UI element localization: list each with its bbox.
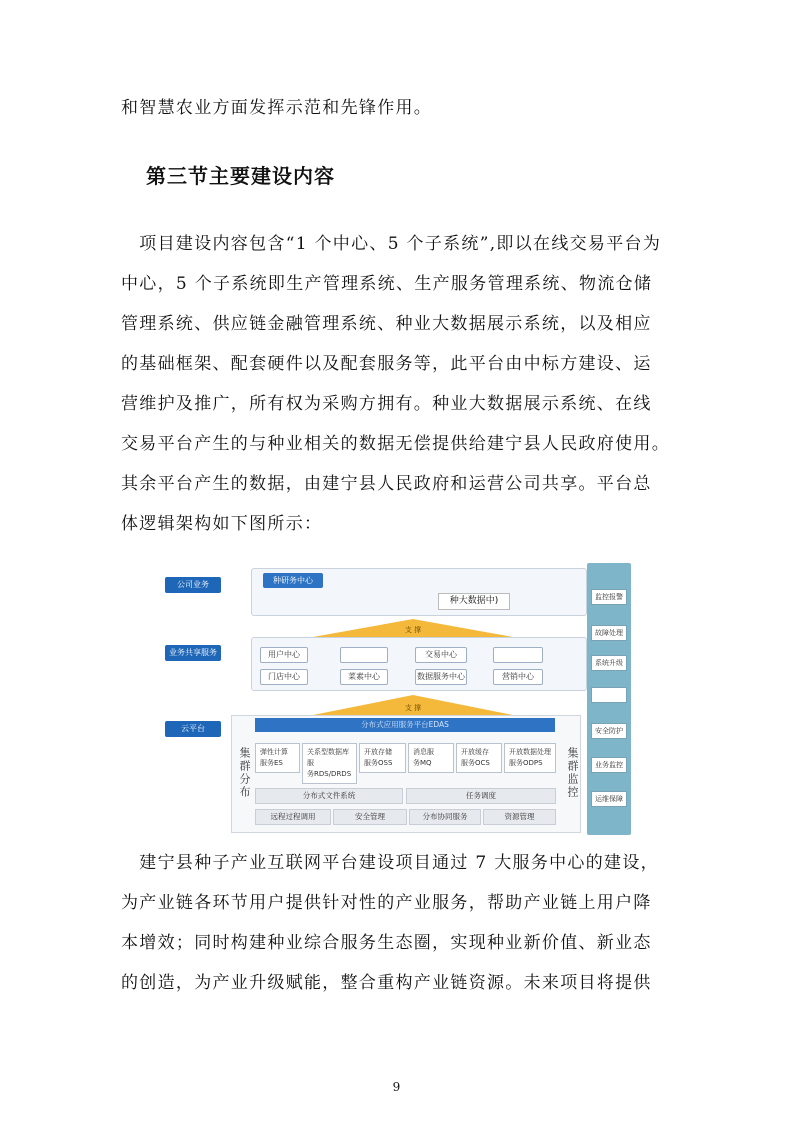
service-line1: 开放数据处理 xyxy=(509,748,551,756)
cluster-monitor-label: 集群监控 xyxy=(566,747,579,799)
tile-seed-research-center: 种研务中心 xyxy=(263,573,323,588)
page-number: 9 xyxy=(392,1080,401,1094)
tile-marketing-center: 营销中心 xyxy=(493,669,543,685)
bar-rpc: 远程过程调用 xyxy=(255,809,331,825)
ops-item-blank xyxy=(591,687,627,703)
support-label: 支 撑 xyxy=(404,626,422,634)
text-line: 为产业链各环节用户提供针对性的产业服务，帮助产业链上用户降 xyxy=(121,893,652,913)
ops-item: 安全防护 xyxy=(591,723,627,739)
text-line: 体逻辑架构如下图所示： xyxy=(121,514,323,534)
ops-item: 系统升级 xyxy=(591,655,627,671)
service-line1: 关系型数据库服 xyxy=(307,748,349,767)
bar-resource-mgmt: 资源管理 xyxy=(483,809,556,825)
architecture-diagram xyxy=(163,563,633,835)
service-line1: 开放存储 xyxy=(364,748,392,756)
tile-trade-center: 交易中心 xyxy=(415,647,467,663)
bar-coordination: 分布协同服务 xyxy=(409,809,481,825)
tile-element-center: 菜素中心 xyxy=(340,669,388,685)
ops-item: 运维保障 xyxy=(591,791,627,807)
text-line: 管理系统、供应链金融管理系统、种业大数据展示系统，以及相应 xyxy=(121,314,652,334)
text-line: 项目建设内容包含“1 个中心、5 个子系统”,即以在线交易平台为 xyxy=(121,234,662,254)
tile-data-service-center: 数据服务中心 xyxy=(415,669,467,685)
platform-bar: 分布式应用服务平台EDAS xyxy=(255,718,555,732)
support-label: 支 撑 xyxy=(404,704,422,712)
service-line1: 消息服 xyxy=(413,748,434,756)
ops-item: 故障处理 xyxy=(591,625,627,641)
service-tile xyxy=(359,743,406,773)
bar-distributed-fs: 分布式文件系统 xyxy=(255,788,403,804)
ops-item: 业务监控 xyxy=(591,757,627,773)
bar-task-scheduling: 任务调度 xyxy=(406,788,556,804)
text-line: 的基础框架、配套硬件以及配套服务等，此平台由中标方建设、运 xyxy=(121,354,652,374)
service-line1: 开放缓存 xyxy=(461,748,489,756)
tile-store-center: 门店中心 xyxy=(260,669,308,685)
label-company-business: 公司业务 xyxy=(165,577,221,593)
service-line2: 务MQ xyxy=(413,759,432,767)
text-line: 的创造，为产业升级赋能，整合重构产业链资源。未来项目将提供 xyxy=(121,973,652,993)
cluster-distribution-label: 集群分布 xyxy=(238,747,251,799)
text-line: 建宁县种子产业互联网平台建设项目通过 7 大服务中心的建设， xyxy=(121,853,659,873)
service-line2: 服务ES xyxy=(260,759,283,767)
ops-item: 监控报警 xyxy=(591,589,627,605)
service-line2: 务RDS/DRDS xyxy=(307,770,352,778)
text-line: 和智慧农业方面发挥示范和先锋作用。 xyxy=(121,98,433,118)
service-tile xyxy=(255,743,300,773)
text-line: 交易平台产生的与种业相关的数据无偿提供给建宁县人民政府使用。 xyxy=(121,434,670,454)
service-line1: 弹性计算 xyxy=(260,748,288,756)
tile-blank xyxy=(340,647,388,663)
bar-security-mgmt: 安全管理 xyxy=(333,809,407,825)
service-tile xyxy=(302,743,357,784)
section-heading: 第三节主要建设内容 xyxy=(146,164,335,188)
tile-big-data-center: 种大数据中) xyxy=(438,593,510,610)
service-line2: 服务ODPS xyxy=(509,759,543,767)
tile-blank xyxy=(493,647,543,663)
service-line2: 服务OSS xyxy=(364,759,393,767)
label-cloud-platform: 云平台 xyxy=(165,721,221,737)
service-tile xyxy=(456,743,502,773)
text-line: 本增效；同时构建种业综合服务生态圈，实现种业新价值、新业态 xyxy=(121,933,652,953)
tile-user-center: 用户中心 xyxy=(260,647,308,663)
service-tile xyxy=(408,743,454,773)
text-line: 其余平台产生的数据，由建宁县人民政府和运营公司共享。平台总 xyxy=(121,474,652,494)
service-line2: 服务OCS xyxy=(461,759,490,767)
label-shared-service: 业务共享服务 xyxy=(165,645,221,661)
service-tile xyxy=(504,743,556,773)
text-line: 中心，5 个子系统即生产管理系统、生产服务管理系统、物流仓储 xyxy=(121,274,653,294)
text-line: 营维护及推广，所有权为采购方拥有。种业大数据展示系统、在线 xyxy=(121,394,652,414)
